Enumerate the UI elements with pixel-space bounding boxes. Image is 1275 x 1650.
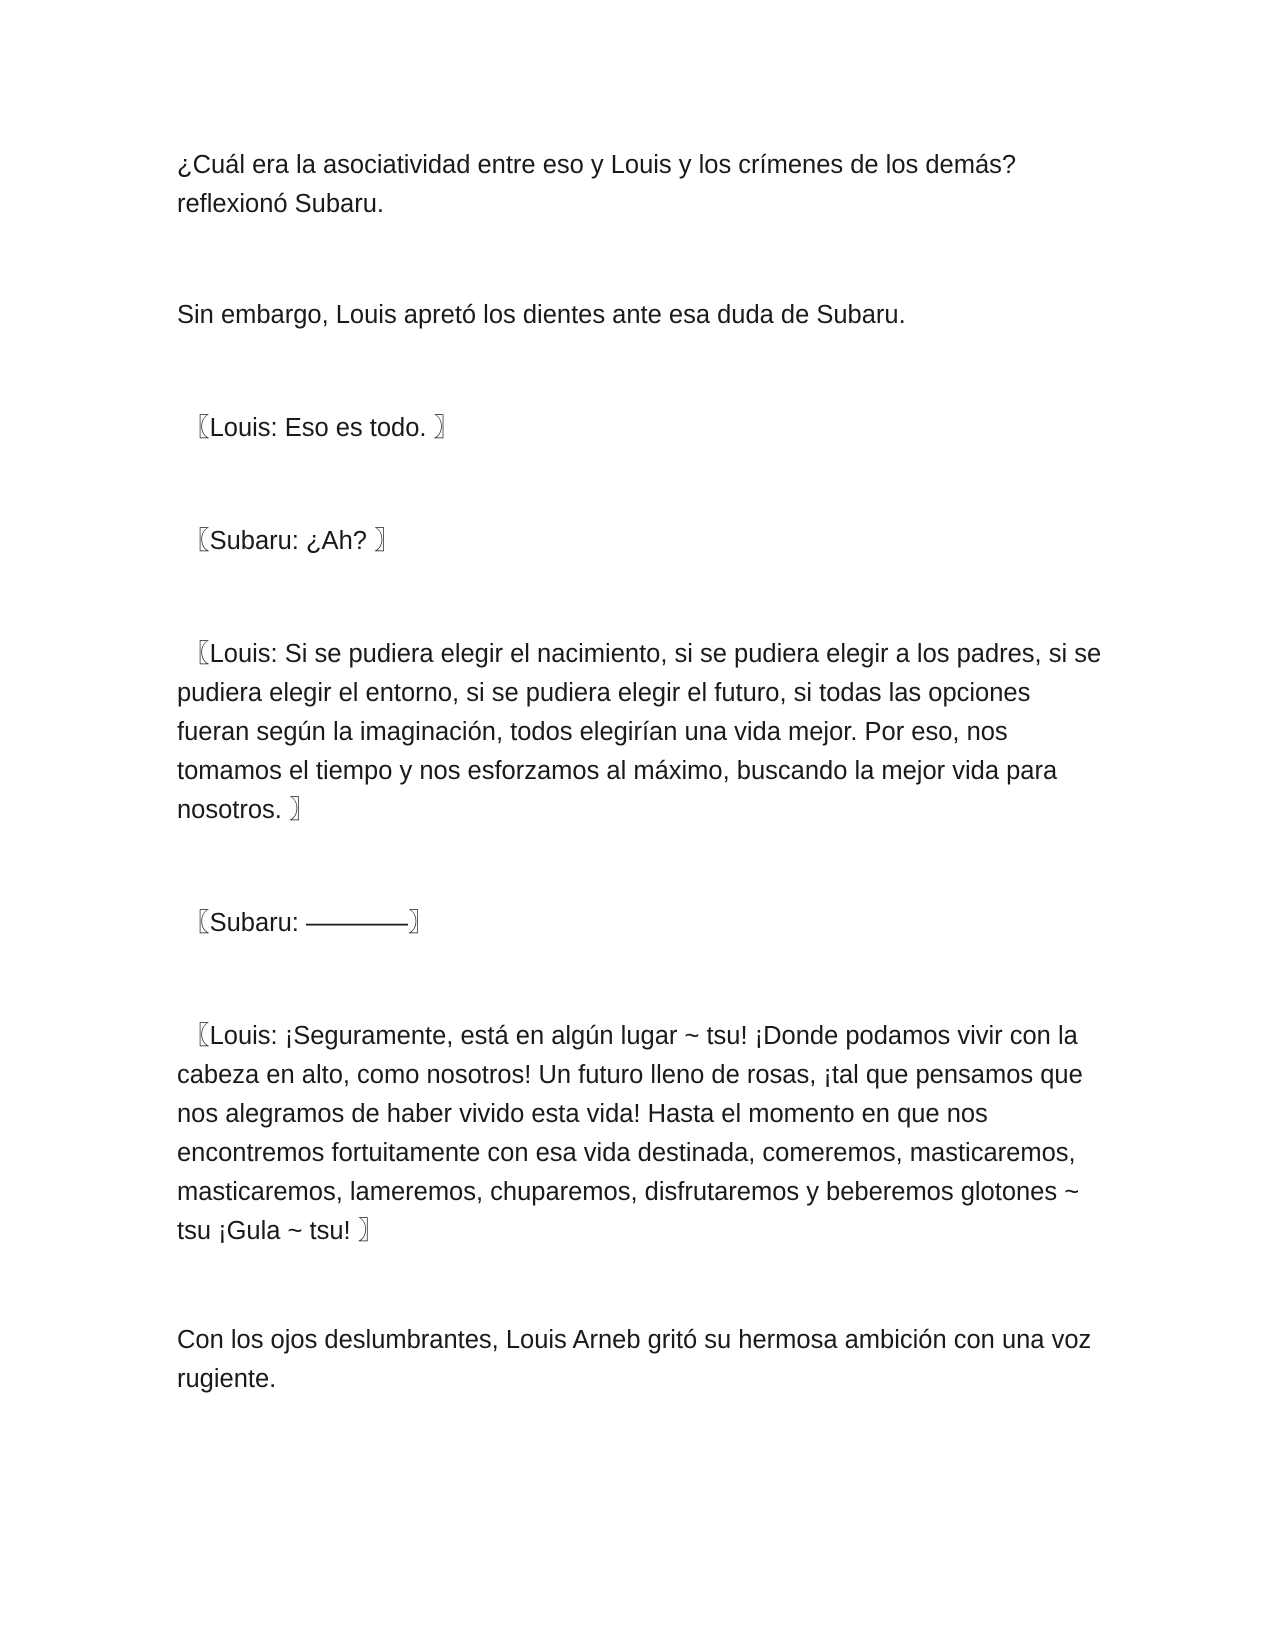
dialogue-line: 〖Subaru: ¿Ah? 〗 bbox=[177, 527, 400, 555]
narration-paragraph: Con los ojos deslumbrantes, Louis Arneb gritó su hermosa ambición con una voz rugiente. bbox=[177, 1326, 1092, 1393]
dialogue-line: 〖Subaru: ————〗 bbox=[177, 909, 434, 937]
narration-paragraph: ¿Cuál era la asociatividad entre eso y Louis y los crímenes de los demás? reflexionó Subaru. bbox=[177, 151, 1017, 218]
dialogue-line: 〖Louis: Eso es todo. 〗 bbox=[177, 414, 460, 442]
dialogue-line: 〖Louis: ¡Seguramente, está en algún lugar ~ tsu! ¡Donde podamos vivir con la cabeza en alto, como nosotros! Un futuro lleno de rosas, ¡tal que pensamos que nos alegramos de haber vivido esta vida! Hasta el momento en que nos encontremos fortuitamente con esa vida destinada, comeremos, masticaremos, masticaremos, lameremos, chuparemos, disfrutaremos y beberemos glotones ~ tsu ¡Gula ~ tsu! 〗 bbox=[177, 1022, 1083, 1245]
document-body bbox=[177, 146, 1102, 1399]
dialogue-line: 〖Louis: Si se pudiera elegir el nacimiento, si se pudiera elegir a los padres, si se pudiera elegir el entorno, si se pudiera elegir el futuro, si todas las opciones fueran según la imaginación, todos elegirían una vida mejor. Por eso, nos tomamos el tiempo y nos esforzamos al máximo, buscando la mejor vida para nosotros. 〗 bbox=[177, 640, 1102, 824]
narration-paragraph: Sin embargo, Louis apretó los dientes ante esa duda de Subaru. bbox=[177, 301, 906, 329]
